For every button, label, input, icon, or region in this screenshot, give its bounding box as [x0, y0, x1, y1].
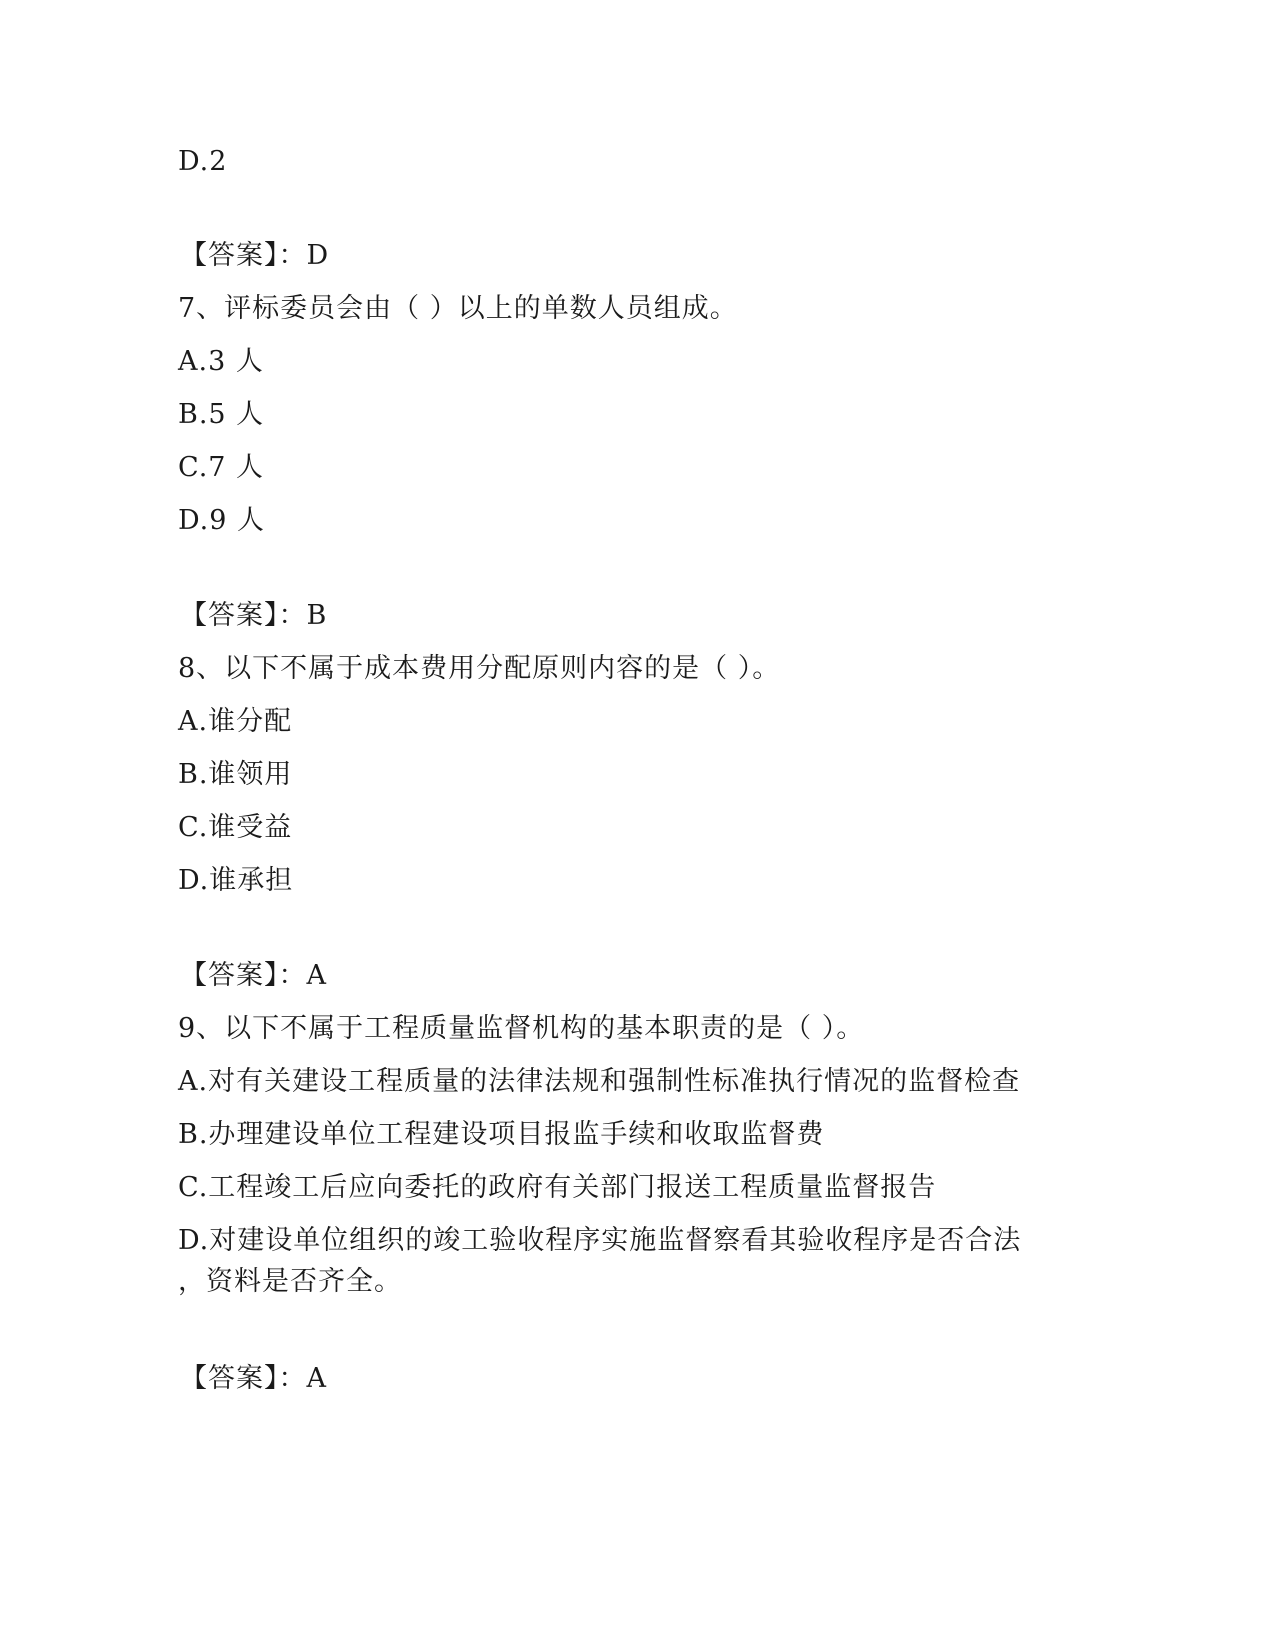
question-stem: 7、评标委员会由（ ）以上的单数人员组成。 — [178, 293, 738, 324]
option-d-continuation: ，资料是否齐全。 — [178, 1266, 402, 1297]
option-a: A.3 人 — [178, 346, 264, 377]
option-c: C.7 人 — [178, 452, 265, 483]
option-b: B.5 人 — [178, 399, 265, 430]
option-a: A.谁分配 — [178, 706, 293, 737]
answer-line: 【答案】：A — [180, 1363, 327, 1394]
question-stem: 8、以下不属于成本费用分配原则内容的是（ ）。 — [178, 653, 781, 684]
option-b: B.谁领用 — [178, 759, 293, 790]
answer-line: 【答案】：D — [180, 240, 330, 271]
option-d: D.对建设单位组织的竣工验收程序实施监督察看其验收程序是否合法 — [178, 1225, 1022, 1256]
answer-line: 【答案】：A — [180, 960, 327, 991]
option-c: C.谁受益 — [178, 812, 293, 843]
answer-line: 【答案】：B — [180, 600, 328, 631]
option-d: D.2 — [178, 146, 228, 177]
question-stem: 9、以下不属于工程质量监督机构的基本职责的是（ ）。 — [178, 1013, 865, 1044]
option-a: A.对有关建设工程质量的法律法规和强制性标准执行情况的监督检查 — [178, 1066, 1021, 1097]
option-d: D.9 人 — [178, 505, 266, 536]
option-c: C.工程竣工后应向委托的政府有关部门报送工程质量监督报告 — [178, 1172, 937, 1203]
option-b: B.办理建设单位工程建设项目报监手续和收取监督费 — [178, 1119, 825, 1150]
option-d: D.谁承担 — [178, 865, 294, 896]
